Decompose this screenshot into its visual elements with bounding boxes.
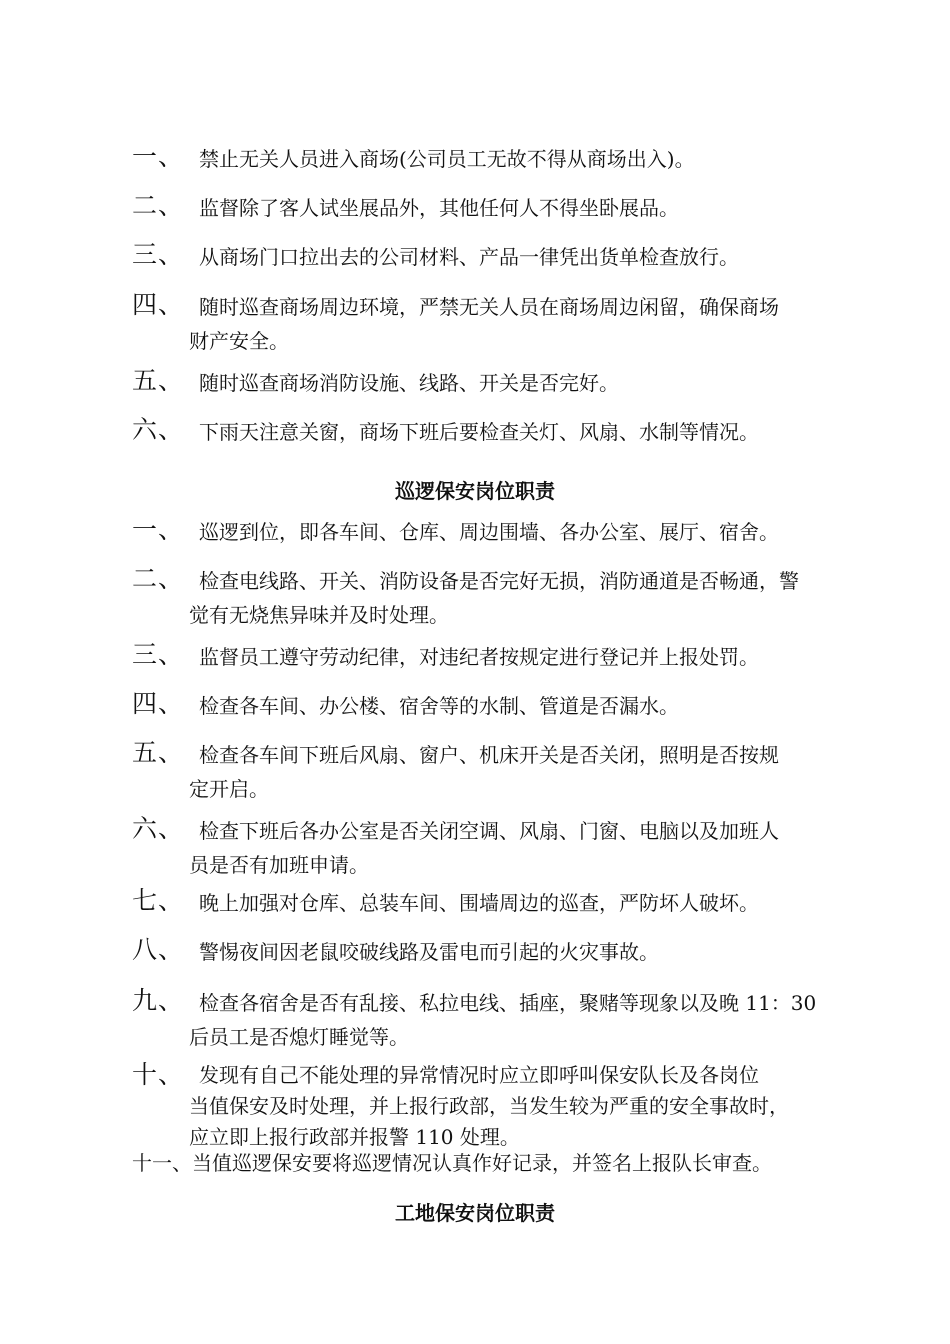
item-text-continued: 后员工是否熄灯睡觉等。 bbox=[189, 1025, 409, 1049]
list-item bbox=[132, 415, 840, 449]
item-text: 警惕夜间因老鼠咬破线路及雷电而引起的火灾事故。 bbox=[199, 940, 659, 964]
item-text-continued: 应立即上报行政部并报警 110 处理。 bbox=[189, 1125, 520, 1149]
list-item bbox=[132, 814, 840, 882]
item-number: 十、 bbox=[132, 1060, 185, 1089]
list-item bbox=[132, 1060, 840, 1153]
section-heading: 巡逻保安岗位职责 bbox=[395, 479, 555, 503]
item-text: 晚上加强对仓库、总装车间、围墙周边的巡查，严防坏人破坏。 bbox=[199, 891, 759, 915]
item-text: 从商场门口拉出去的公司材料、产品一律凭出货单检查放行。 bbox=[199, 245, 739, 269]
item-text: 随时巡查商场周边环境，严禁无关人员在商场周边闲留，确保商场 bbox=[199, 295, 779, 319]
list-item bbox=[132, 564, 840, 632]
list-item bbox=[132, 640, 840, 674]
item-number: 五、 bbox=[132, 366, 185, 395]
item-text-continued: 当值保安及时处理，并上报行政部，当发生较为严重的安全事故时， bbox=[189, 1094, 789, 1118]
item-number: 五、 bbox=[132, 738, 185, 767]
item-text: 检查各车间下班后风扇、窗户、机床开关是否关闭，照明是否按规 bbox=[199, 743, 779, 767]
item-text-continued: 财产安全。 bbox=[189, 329, 289, 353]
list-item bbox=[132, 191, 840, 225]
item-number: 三、 bbox=[132, 240, 185, 269]
item-text: 检查各宿舍是否有乱接、私拉电线、插座，聚赌等现象以及晚 11：30 bbox=[199, 991, 817, 1015]
item-number: 四、 bbox=[132, 290, 185, 319]
item-text: 检查下班后各办公室是否关闭空调、风扇、门窗、电脑以及加班人 bbox=[199, 819, 779, 843]
list-item bbox=[132, 142, 840, 176]
list-item bbox=[132, 738, 840, 806]
item-number: 二、 bbox=[132, 191, 185, 220]
list-item bbox=[132, 886, 840, 920]
item-number: 九、 bbox=[132, 986, 185, 1015]
item-number: 四、 bbox=[132, 689, 185, 718]
item-text: 下雨天注意关窗，商场下班后要检查关灯、风扇、水制等情况。 bbox=[199, 420, 759, 444]
list-item bbox=[132, 515, 840, 549]
section-heading: 工地保安岗位职责 bbox=[395, 1201, 555, 1225]
list-item bbox=[132, 689, 840, 723]
item-text: 监督除了客人试坐展品外，其他任何人不得坐卧展品。 bbox=[199, 196, 679, 220]
item-text: 检查各车间、办公楼、宿舍等的水制、管道是否漏水。 bbox=[199, 694, 679, 718]
item-text: 监督员工遵守劳动纪律，对违纪者按规定进行登记并上报处罚。 bbox=[199, 645, 759, 669]
item-number: 三、 bbox=[132, 640, 185, 669]
item-text: 检查电线路、开关、消防设备是否完好无损，消防通道是否畅通，警 bbox=[199, 569, 799, 593]
item-text: 发现有自己不能处理的异常情况时应立即呼叫保安队长及各岗位 bbox=[199, 1063, 759, 1087]
item-number: 一、 bbox=[132, 515, 185, 544]
item-text-continued: 员是否有加班申请。 bbox=[189, 853, 369, 877]
list-item bbox=[132, 935, 840, 969]
item-number: 六、 bbox=[132, 415, 185, 444]
item-text: 禁止无关人员进入商场(公司员工无故不得从商场出入)。 bbox=[199, 147, 695, 171]
item-text-continued: 觉有无烧焦异味并及时处理。 bbox=[189, 603, 449, 627]
list-item bbox=[132, 366, 840, 400]
list-item-last: 十一、当值巡逻保安要将巡逻情况认真作好记录，并签名上报队长审查。 bbox=[132, 1151, 772, 1175]
list-item bbox=[132, 240, 840, 274]
item-text-continued: 定开启。 bbox=[189, 777, 269, 801]
item-number: 六、 bbox=[132, 814, 185, 843]
item-text: 随时巡查商场消防设施、线路、开关是否完好。 bbox=[199, 371, 619, 395]
item-number: 一、 bbox=[132, 142, 185, 171]
item-number: 八、 bbox=[132, 935, 185, 964]
item-number: 二、 bbox=[132, 564, 185, 593]
list-item bbox=[132, 986, 840, 1054]
item-number: 七、 bbox=[132, 886, 185, 915]
item-text: 巡逻到位，即各车间、仓库、周边围墙、各办公室、展厅、宿舍。 bbox=[199, 520, 779, 544]
list-item bbox=[132, 290, 840, 358]
